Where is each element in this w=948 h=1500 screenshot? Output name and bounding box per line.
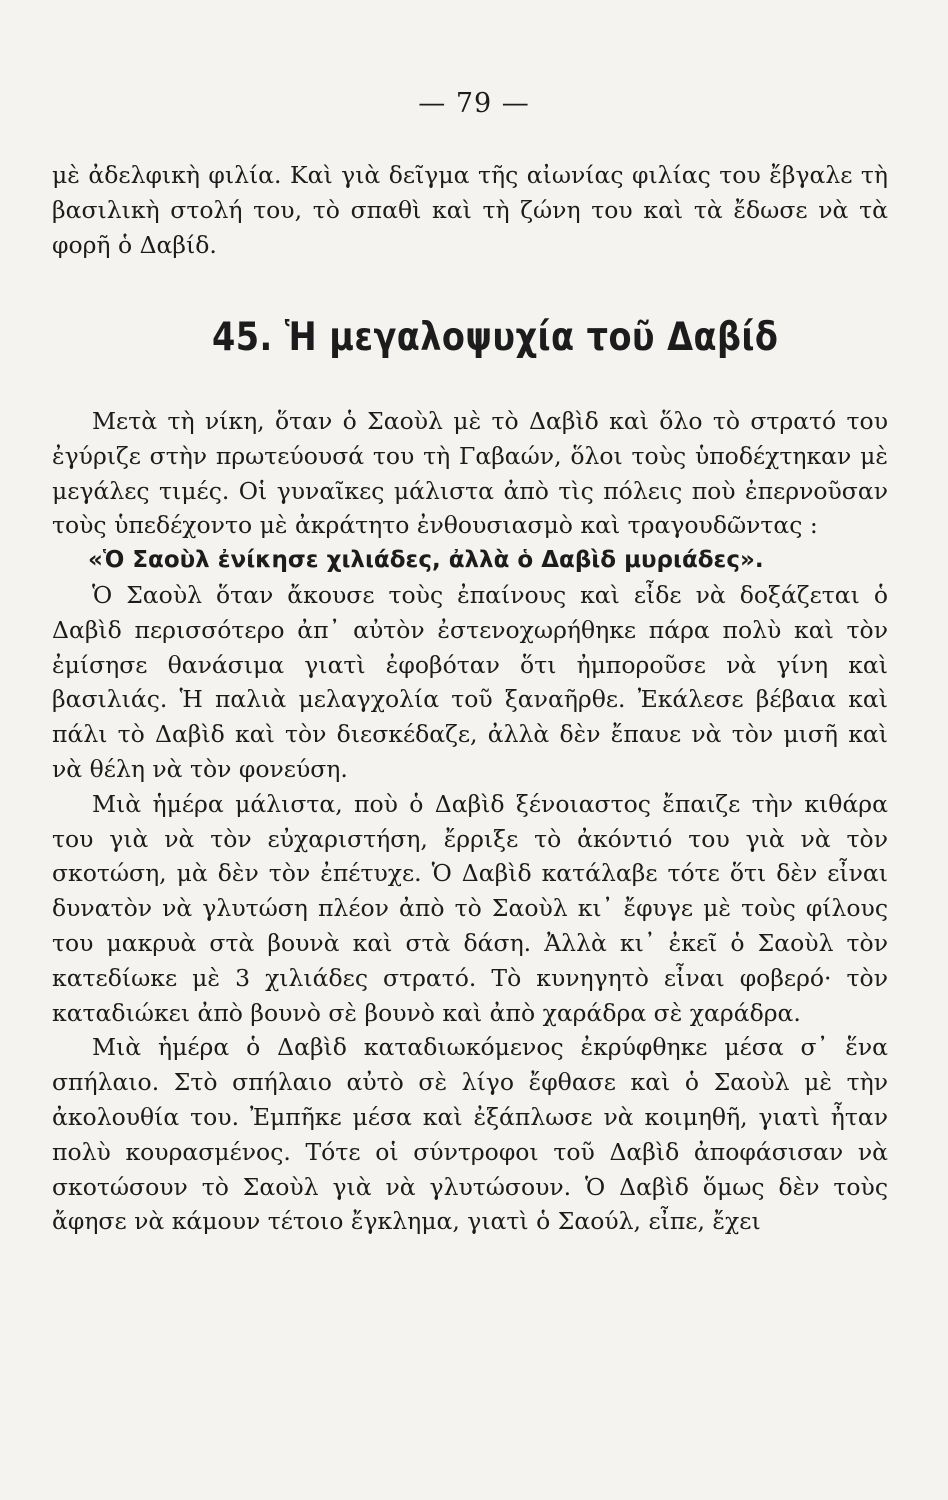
- paragraph-saul-jealousy: Ὁ Σαοὺλ ὅταν ἄκουσε τοὺς ἐπαίνους καὶ εἶδε νὰ δοξάζεται ὁ Δαβὶδ περισσότερο ἀπ᾿ αὐτὸν ἐστενοχωρήθηκε πάρα πολὺ καὶ τὸν ἐμίσησε θανάσιμα γιατὶ ἐφοβόταν ὅτι ἠμποροῦσε νὰ γίνη καὶ βασιλιάς. Ἡ παλιὰ μελαγχολία τοῦ ξαναῆρθε. Ἐκάλεσε βέβαια καὶ πάλι τὸ Δαβὶδ καὶ τὸν διεσκέδαζε, ἀλλὰ δὲν ἔπαυε νὰ τὸν μισῆ καὶ νὰ θέλη νὰ τὸν φονεύση.: [52, 580, 888, 783]
- paragraph-cave: Μιὰ ἡμέρα ὁ Δαβὶδ καταδιωκόμενος ἐκρύφθηκε μέσα σ᾿ ἕνα σπήλαιο. Στὸ σπήλαιο αὐτὸ σὲ λίγο ἔφθασε καὶ ὁ Σαοὺλ μὲ τὴν ἀκολουθία του. Ἐμπῆκε μέσα καὶ ἐξάπλωσε νὰ κοιμηθῆ, γιατὶ ἦταν πολὺ κουρασμένος. Τότε οἱ σύντροφοι τοῦ Δαβὶδ ἀποφάσισαν νὰ σκοτώσουν τὸ Σαοὺλ γιὰ νὰ γλυτώσουν. Ὁ Δαβὶδ ὅμως δὲν τοὺς ἄφησε νὰ κάμουν τέτοιο ἔγκλημα, γιατὶ ὁ Σαούλ, εἶπε, ἔχει: [52, 1033, 888, 1236]
- page-number: — 79 —: [418, 88, 530, 119]
- intro-paragraph: μὲ ἀδελφικὴ φιλία. Καὶ γιὰ δεῖγμα τῆς αἰωνίας φιλίας του ἔβγαλε τὴ βασιλικὴ στολή του, τὸ σπαθὶ καὶ τὴ ζώνη του καὶ τὰ ἔδωσε νὰ τὰ φορῆ ὁ Δαβίδ.: [52, 161, 888, 259]
- song-quote: «Ὁ Σαοὺλ ἐνίκησε χιλιάδες, ἀλλὰ ὁ Δαβὶδ μυριάδες».: [88, 547, 764, 574]
- intro-text-block: [52, 158, 888, 262]
- paragraph-spear-flight: Μιὰ ἡμέρα μάλιστα, ποὺ ὁ Δαβὶδ ξένοιαστος ἔπαιζε τὴν κιθάρα του γιὰ νὰ τὸν εὐχαριστήση, ἔρριξε τὸ ἀκόντιό του γιὰ νὰ τὸν σκοτώση, μὰ δὲν τὸν ἐπέτυχε. Ὁ Δαβὶδ κατάλαβε τότε ὅτι δὲν εἶναι δυνατὸν νὰ γλυτώση πλέον ἀπὸ τὸ Σαοὺλ κι᾿ ἔφυγε μὲ τοὺς φίλους του μακρυὰ στὰ βουνὰ καὶ στὰ δάση. Ἀλλὰ κι᾿ ἐκεῖ ὁ Σαοὺλ τὸν κατεδίωκε μὲ 3 χιλιάδες στρατό. Τὸ κυνηγητὸ εἶναι φοβερό· τὸν καταδιώκει ἀπὸ βουνὸ σὲ βουνὸ καὶ ἀπὸ χαράδρα σὲ χαράδρα.: [52, 789, 888, 1027]
- paragraph-victory-return: Μετὰ τὴ νίκη, ὅταν ὁ Σαοὺλ μὲ τὸ Δαβὶδ καὶ ὅλο τὸ στρατό του ἐγύριζε στὴν πρωτεύουσά του τὴ Γαβαών, ὅλοι τοὺς ὑποδέχτηκαν μὲ μεγάλες τιμές. Οἱ γυναῖκες μάλιστα ἀπὸ τὶς πόλεις ποὺ ἐπερνοῦσαν τοὺς ὑπεδέχοντο μὲ ἀκράτητο ἐνθουσιασμὸ καὶ τραγουδῶντας :: [52, 407, 888, 540]
- section-heading: 45. Ἡ μεγαλοψυχία τοῦ Δαβίδ: [212, 315, 779, 360]
- section-body: [52, 404, 888, 1239]
